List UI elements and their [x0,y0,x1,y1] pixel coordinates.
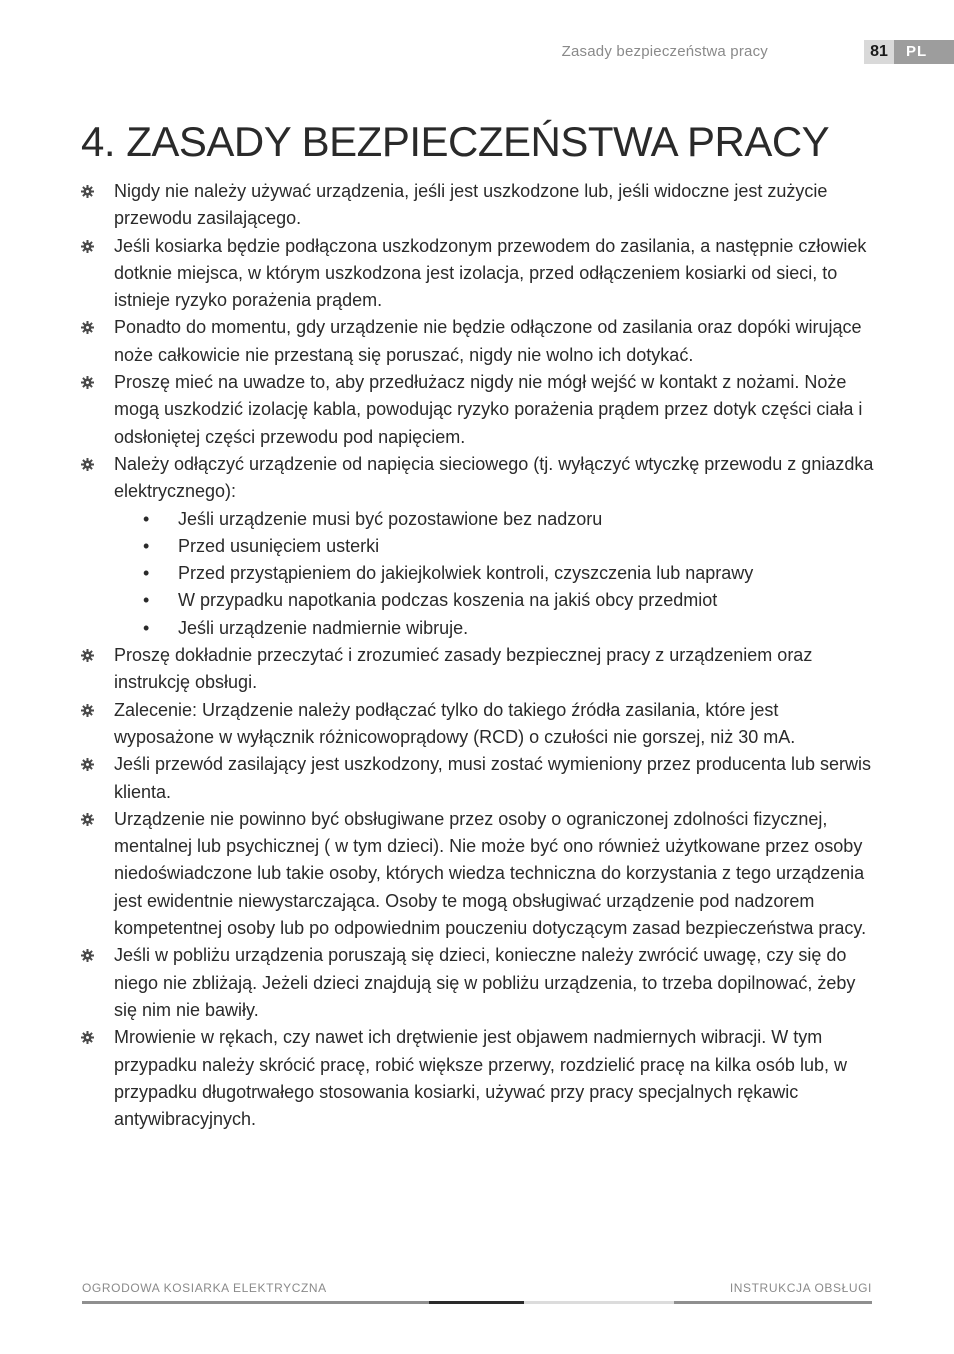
gear-bullet-icon [81,649,94,662]
gear-bullet-icon [81,1031,94,1044]
list-item: Proszę mieć na uwadze to, aby przedłużacz nigdy nie mógł wejść w kontakt z nożami. Noże mogą uszkodzić izolację kabla, powodując ryzyko porażenia prądem przez dotyk części ciała i odsłoniętej części przewodu pod napięciem. [81,369,881,451]
footer-bar-segment [429,1301,524,1304]
disconnect-cases-list [81,506,881,642]
header-section-title: Zasady bezpieczeństwa pracy [561,43,768,60]
gear-bullet-icon [81,321,94,334]
bullet-dot-icon: • [143,563,150,584]
page-number: 81 [864,40,894,64]
sub-list-item: • Przed przystąpieniem do jakiejkolwiek kontroli, czyszczenia lub naprawy [81,560,881,587]
bullet-dot-icon: • [143,590,150,611]
list-item: Zalecenie: Urządzenie należy podłączać tylko do takiego źródła zasilania, które jest wyposażone w wyłącznik różnicowoprądowy (RCD) o czułości nie gorszej, niż 30 mA. [81,697,881,752]
list-item: Proszę dokładnie przeczytać i zrozumieć zasady bezpiecznej pracy z urządzeniem oraz instrukcję obsługi. [81,642,881,697]
list-item: Należy odłączyć urządzenie od napięcia sieciowego (tj. wyłączyć wtyczkę przewodu z gniazdka elektrycznego): [81,451,881,506]
footer-product-name: OGRODOWA KOSIARKA ELEKTRYCZNA [82,1281,327,1295]
list-item: Jeśli przewód zasilający jest uszkodzony, musi zostać wymieniony przez producenta lub serwis klienta. [81,751,881,806]
gear-bullet-icon [81,185,94,198]
gear-bullet-icon [81,240,94,253]
list-item: Ponadto do momentu, gdy urządzenie nie będzie odłączone od zasilania oraz dopóki wirujące noże całkowicie nie przestaną się poruszać, nigdy nie wolno ich dotykać. [81,314,881,369]
list-item: Mrowienie w rękach, czy nawet ich drętwienie jest objawem nadmiernych wibracji. W tym przypadku należy skrócić pracę, robić większe przerwy, rozdzielić pracę na kilka osób lub, w przypadku długotrwałego stosowania kosiarki, używać przy pracy specjalnych rękawic antywibracyjnych. [81,1024,881,1133]
gear-bullet-icon [81,376,94,389]
bullet-dot-icon: • [143,508,150,529]
sub-list-item: • Jeśli urządzenie nadmiernie wibruje. [81,615,881,642]
gear-bullet-icon [81,758,94,771]
list-item: Jeśli w pobliżu urządzenia poruszają się dzieci, konieczne należy zwrócić uwagę, czy się do niego nie zbliżają. Jeżeli dzieci znajdują się w pobliżu urządzenia, to trzeba dopilnować, żeby się nim nie bawiły. [81,942,881,1024]
bullet-dot-icon: • [143,617,150,638]
gear-bullet-icon [81,458,94,471]
footer-bar-segment [674,1301,872,1304]
gear-bullet-icon [81,813,94,826]
language-badge: PL [894,40,954,64]
footer-bar-segment [524,1301,674,1304]
safety-rules-list [81,178,881,1133]
footer-bar-segment [82,1301,429,1304]
gear-bullet-icon [81,704,94,717]
bullet-dot-icon: • [143,535,150,556]
footer-manual-label: INSTRUKCJA OBSŁUGI [729,1281,872,1295]
list-item: Nigdy nie należy używać urządzenia, jeśli jest uszkodzone lub, jeśli widoczne jest zużycie przewodu zasilającego. [81,178,881,233]
page-title: 4. ZASADY BEZPIECZEŃSTWA PRACY [81,118,830,165]
sub-list-item: • Jeśli urządzenie musi być pozostawione bez nadzoru [81,506,881,533]
list-item: Jeśli kosiarka będzie podłączona uszkodzonym przewodem do zasilania, a następnie człowiek dotknie miejsca, w którym uszkodzona jest izolacja, przed odłączeniem kosiarki od sieci, to istnieje ryzyko porażenia prądem. [81,233,881,315]
sub-list-item: • Przed usunięciem usterki [81,533,881,560]
sub-list-item: • W przypadku napotkania podczas koszenia na jakiś obcy przedmiot [81,587,881,614]
sub-list-container [81,506,881,642]
list-item: Urządzenie nie powinno być obsługiwane przez osoby o ograniczonej zdolności fizycznej, mentalnej lub psychicznej ( w tym dzieci). Nie może być ono również użytkowane przez osoby niedoświadczone lub takie osoby, których wiedza techniczna do korzystania z tego urządzenia jest ewidentnie niewystarczająca. Osoby te mogą obsługiwać urządzenie pod nadzorem kompetentnej osoby lub po odpowiednim pouczeniu dotyczącym zasad bezpieczeństwa pracy. [81,806,881,942]
gear-bullet-icon [81,949,94,962]
